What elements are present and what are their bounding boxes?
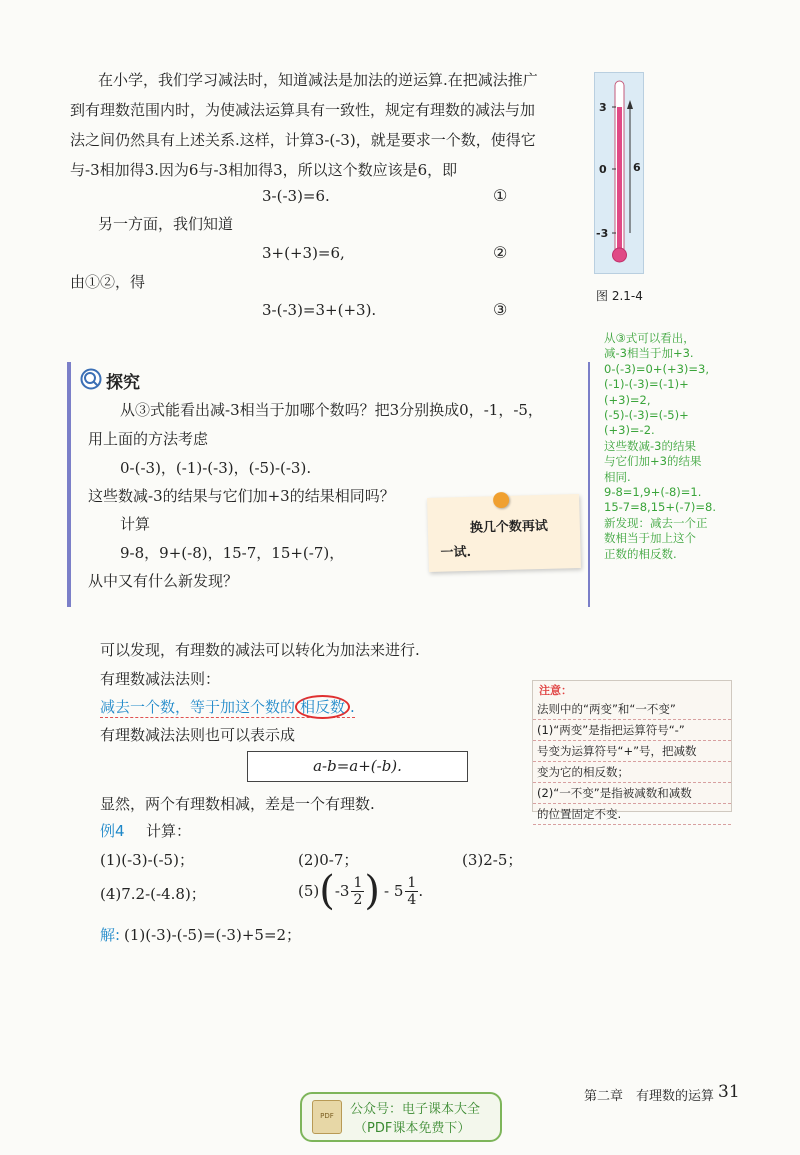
margin-note-line: 数相当于加上这个 <box>604 531 696 546</box>
explore-line-3: 0-(-3)，(-1)-(-3)，(-5)-(-3). <box>120 459 312 477</box>
book-icon-text: PDF <box>320 1112 334 1120</box>
thermo-label-3: 3 <box>599 101 607 114</box>
p5-prefix: (5) <box>298 882 320 900</box>
watermark-banner <box>300 1092 502 1142</box>
p5-numerator-1: 1 <box>353 874 363 891</box>
thermo-label-6: 6 <box>633 161 641 174</box>
p5-denominator-1: 2 <box>353 891 363 908</box>
thermometer-figure <box>594 72 644 274</box>
intro-line-4: 与-3相加得3.因为6与-3相加得3，所以这个数应该是6，即 <box>70 161 458 179</box>
p5-end: . <box>418 882 424 900</box>
margin-note-line: 正数的相反数. <box>604 546 677 561</box>
footer-title: 有理数的运算 <box>636 1089 715 1104</box>
book-icon <box>312 1100 342 1134</box>
thermo-label-0: 0 <box>599 163 607 176</box>
figure-caption: 图 2.1-4 <box>596 289 643 303</box>
margin-note-line: 相同. <box>604 469 631 484</box>
sticky-note <box>427 494 581 572</box>
sticky-line-2: 一试. <box>440 544 472 561</box>
rule-title: 有理数减法法则： <box>100 670 221 688</box>
margin-note-line: 15-7=8,15+(-7)=8. <box>604 500 717 515</box>
attention-line: 变为它的相反数； <box>533 762 731 783</box>
explore-line-5: 计算 <box>120 515 151 533</box>
thermo-label-neg3: -3 <box>596 227 609 240</box>
explore-right-bar <box>588 362 590 607</box>
attention-line: 号变为运算符号“+”号，把减数 <box>533 741 731 762</box>
banner-line-1: 公众号：电子课本大全 <box>350 1102 481 1117</box>
p5-close-paren: ) <box>364 868 381 914</box>
equation-3: 3-(-3)=3+(+3). <box>262 301 377 319</box>
explore-line-6: 9-8，9+(-8)，15-7，15+(-7)， <box>120 544 345 562</box>
intro-line-1: 在小学，我们学习减法时，知道减法是加法的逆运算.在把减法推广 <box>98 71 538 89</box>
attention-line: 法则中的“两变”和“一不变” <box>533 699 731 720</box>
attention-line: (1)“两变”是指把运算符号“-” <box>533 720 731 741</box>
example-problem-4: (4)7.2-(-4.8)； <box>100 885 206 903</box>
example-problem-2: (2)0-7； <box>298 851 359 869</box>
pin-icon <box>493 492 509 508</box>
rule-line-1: 可以发现，有理数的减法可以转化为加法来进行. <box>100 641 420 659</box>
p5-numerator-2: 1 <box>407 874 417 891</box>
margin-note-line: 9-8=1,9+(-8)=1. <box>604 485 702 500</box>
sticky-line-1: 换几个数再试 <box>469 518 549 536</box>
margin-note-line: 减-3相当于加+3. <box>604 346 694 361</box>
attention-box <box>532 680 732 821</box>
example-problem-3: (3)2-5； <box>462 851 523 869</box>
explore-magnifier-icon <box>80 368 102 390</box>
explore-left-bar <box>67 362 71 607</box>
example-label: 例4 <box>100 822 125 840</box>
example-problem-1: (1)(-3)-(-5)； <box>100 851 194 869</box>
margin-note-line: (+3)=-2. <box>604 423 655 438</box>
rule-statement-circled: 相反数 <box>295 695 350 719</box>
banner-line-2: （PDF课本免费下） <box>354 1121 471 1136</box>
attention-line: 的位置固定不变. <box>533 804 731 825</box>
p5-fraction-1 <box>351 875 364 908</box>
margin-note-line: 从③式可以看出， <box>604 331 695 345</box>
explore-icon <box>80 368 102 394</box>
explore-line-2: 用上面的方法考虑 <box>88 430 209 448</box>
footer-chapter: 第二章 <box>584 1089 624 1104</box>
page-number: 31 <box>718 1082 740 1102</box>
p5-denominator-2: 4 <box>407 891 417 908</box>
margin-note-line: 新发现：减去一个正 <box>604 515 708 530</box>
margin-note-line: 0-(-3)=0+(+3)=3, <box>604 361 710 376</box>
rule-statement-main: 减去一个数，等于加这个数的 <box>100 698 296 716</box>
margin-notes <box>604 331 716 562</box>
p5-minus: - 5 <box>384 882 404 900</box>
explore-line-1: 从③式能看出减-3相当于加哪个数吗？把3分别换成0，-1，-5， <box>120 401 543 419</box>
p5-fraction-2 <box>405 875 418 908</box>
margin-note-line: (-1)-(-3)=(-1)+ <box>604 377 689 392</box>
solution-text: (1)(-3)-(-5)=(-3)+5=2； <box>124 926 302 944</box>
from-1-2-text: 由①②，得 <box>70 273 146 291</box>
other-hand-text: 另一方面，我们知道 <box>98 215 234 233</box>
example-intro: 计算： <box>146 822 192 840</box>
formula-text: a-b=a+(-b). <box>313 757 402 775</box>
p5-open-paren: ( <box>319 868 335 914</box>
example-problem-5 <box>298 868 423 914</box>
rule-statement <box>100 697 355 718</box>
p5-whole-1: -3 <box>334 882 350 900</box>
intro-line-3: 法之间仍然具有上述关系.这样，计算3-(-3)，就是要求一个数，使得它 <box>70 131 536 149</box>
explore-title: 探究 <box>106 373 140 393</box>
equation-3-label: ③ <box>493 300 508 319</box>
margin-note-line: 这些数减-3的结果 <box>604 438 696 453</box>
equation-1: 3-(-3)=6. <box>262 187 330 205</box>
equation-2: 3+(+3)=6, <box>262 244 345 262</box>
explore-line-4: 这些数减-3的结果与它们加+3的结果相同吗？ <box>88 487 395 505</box>
margin-note-line: (-5)-(-3)=(-5)+ <box>604 408 689 423</box>
solution-label: 解: <box>100 926 121 944</box>
attention-line: (2)“一不变”是指被减数和减数 <box>533 783 731 804</box>
rule-line-6: 显然，两个有理数相减，差是一个有理数. <box>100 795 375 813</box>
rule-statement-end: . <box>350 698 355 716</box>
equation-2-label: ② <box>493 243 508 262</box>
formula-box <box>247 751 468 782</box>
equation-1-label: ① <box>493 186 508 205</box>
intro-line-2: 到有理数范围内时，为使减法运算具有一致性，规定有理数的减法与加 <box>70 101 536 119</box>
explore-line-7: 从中又有什么新发现？ <box>88 572 239 590</box>
margin-note-line: (+3)=2, <box>604 392 651 407</box>
attention-title: 注意： <box>539 684 572 697</box>
rule-line-4: 有理数减法法则也可以表示成 <box>100 726 296 744</box>
margin-note-line: 与它们加+3的结果 <box>604 454 702 469</box>
